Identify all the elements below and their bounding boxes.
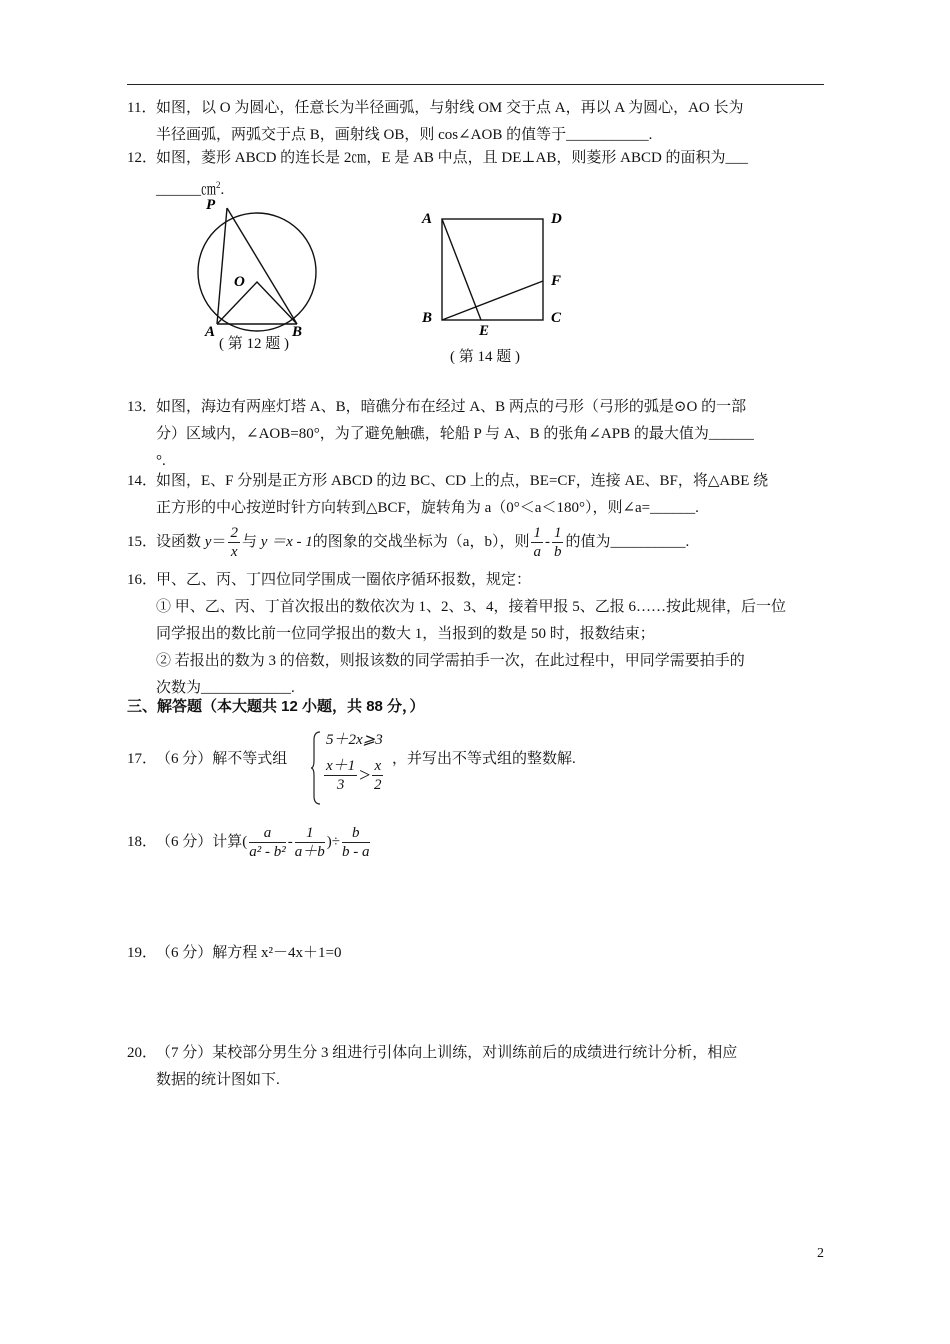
fraction-1-over-b xyxy=(552,524,564,561)
numerator: x xyxy=(374,758,382,774)
section-title: 三、解答题（本大题共 12 小题，共 88 分，） xyxy=(127,698,425,715)
fraction-2-over-x xyxy=(228,524,240,561)
fraction xyxy=(324,757,357,794)
question-13 xyxy=(127,394,824,475)
question-text: °. xyxy=(156,453,166,469)
question-18 xyxy=(127,818,824,866)
denominator: a＋b xyxy=(294,844,325,861)
figure-12 xyxy=(190,192,330,342)
question-text: 分）区域内，∠AOB=80°，为了避免触礁，轮船 P 与 A、B 的张角∠APB 的最大值为______ xyxy=(156,426,754,442)
segment-pb xyxy=(227,208,297,324)
question-number: 20． xyxy=(127,1045,158,1061)
question-number: 11． xyxy=(127,100,157,116)
question-11 xyxy=(127,95,824,149)
question-number: 12． xyxy=(127,150,158,166)
math-op: - xyxy=(287,834,293,850)
label-o: O xyxy=(234,274,245,290)
inequality-1: 5＋2x⩾3 xyxy=(326,732,383,748)
label-f: F xyxy=(551,273,562,289)
question-number: 15． xyxy=(127,534,158,550)
unit-superscript: 2 xyxy=(216,180,221,190)
label-d: D xyxy=(551,211,562,227)
fraction xyxy=(342,824,370,861)
answer-blank: ______㎝ xyxy=(156,182,217,198)
figure-14 xyxy=(415,203,575,343)
question-text: 的值为__________. xyxy=(565,534,690,550)
period: . xyxy=(220,182,225,198)
math-expression: y ＝x - 1 xyxy=(260,534,313,550)
question-number: 14． xyxy=(127,473,158,489)
figure-14-caption: ( 第 14 题 ) xyxy=(450,349,520,365)
question-19 xyxy=(127,940,824,967)
question-17 xyxy=(127,727,824,809)
numerator: b xyxy=(342,824,370,843)
question-text: 如图，海边有两座灯塔 A、B，暗礁分布在经过 A、B 两点的弓形（弓形的弧是⊙O 的一部 xyxy=(156,399,747,415)
figure-12-caption: ( 第 12 题 ) xyxy=(219,336,289,352)
circle-o xyxy=(198,213,316,331)
question-number: 16． xyxy=(127,572,158,588)
segment-ae xyxy=(442,219,481,320)
math-op: ＝ xyxy=(211,534,227,550)
question-text: 的图象的交战坐标为（a，b），则 xyxy=(312,534,530,550)
question-20 xyxy=(127,1040,824,1094)
square-abcd xyxy=(442,219,543,320)
question-text: 正方形的中心按逆时针方向转到△BCF，旋转角为 a（0°＜a＜180°），则∠a=______. xyxy=(156,500,699,516)
numerator: 2 xyxy=(230,525,238,542)
question-number: 19． xyxy=(127,945,158,961)
question-text: 次数为____________. xyxy=(156,680,295,696)
question-text: ，并写出不等式组的整数解. xyxy=(392,751,576,767)
question-text: （6 分）计算( xyxy=(156,834,248,850)
question-text: 如图，菱形 ABCD 的连长是 2㎝，E 是 AB 中点，且 DE⊥AB，则菱形 ABCD 的面积为___ xyxy=(156,150,749,166)
inequality-2 xyxy=(322,757,385,794)
denominator: 2 xyxy=(374,777,382,793)
question-text: （6 分）解方程 x²－4x＋1=0 xyxy=(156,945,342,961)
denominator: b xyxy=(553,544,562,561)
math-op: - xyxy=(544,534,550,550)
question-number: 17． xyxy=(127,751,158,767)
header-rule xyxy=(127,84,824,85)
denominator: a² - b² xyxy=(249,844,286,861)
question-text: 同学报出的数比前一位同学报出的数大 1，当报到的数是 50 时，报数结束； xyxy=(156,626,655,642)
question-text: 半径画弧，两弧交于点 B，画射线 OB，则 cos∠AOB 的值等于___________. xyxy=(156,127,653,143)
question-15 xyxy=(127,520,824,564)
denominator: b - a xyxy=(342,844,370,861)
fraction xyxy=(372,757,383,794)
label-b: B xyxy=(292,324,303,340)
math-var: y xyxy=(204,534,212,550)
label-a: A xyxy=(422,211,433,227)
numerator: 1 xyxy=(553,525,562,542)
label-p: P xyxy=(206,197,216,213)
label-a: A xyxy=(205,324,216,340)
math-op: ) xyxy=(326,834,332,850)
denominator: 3 xyxy=(336,777,345,793)
question-text: （7 分）某校部分男生分 3 组进行引体向上训练，对训练前后的成绩进行统计分析，相应 xyxy=(156,1045,738,1061)
question-text: 如图，E、F 分别是正方形 ABCD 的边 BC、CD 上的点，BE=CF，连接 AE、BF，将△ABE 绕 xyxy=(156,473,769,489)
question-text: ② 若报出的数为 3 的倍数，则报该数的同学需拍手一次，在此过程中，甲同学需要拍手的 xyxy=(156,653,745,669)
question-14 xyxy=(127,468,824,522)
segment-pa xyxy=(217,208,227,324)
fraction xyxy=(295,824,325,861)
numerator: 1 xyxy=(295,824,325,843)
page-number: 2 xyxy=(817,1246,824,1261)
question-text: 与 xyxy=(241,534,257,550)
question-number: 13． xyxy=(127,399,158,415)
question-text: 甲、乙、丙、丁四位同学围成一圈依序循环报数，规定： xyxy=(156,572,532,588)
fraction xyxy=(249,824,286,861)
numerator: 1 xyxy=(533,525,541,542)
question-text: 设函数 xyxy=(156,534,202,550)
label-e: E xyxy=(479,323,490,339)
denominator: x xyxy=(230,544,238,561)
math-op: > xyxy=(359,764,371,787)
segment-bf xyxy=(442,281,543,320)
question-text: 数据的统计图如下. xyxy=(156,1072,280,1088)
numerator: x＋1 xyxy=(326,758,356,774)
label-c: C xyxy=(551,310,562,326)
question-16 xyxy=(127,567,824,702)
numerator: a xyxy=(249,824,286,843)
question-text: 如图，以 O 为圆心，任意长为半径画弧，与射线 OM 交于点 A，再以 A 为圆心，AO 长为 xyxy=(156,100,744,116)
question-text: ① 甲、乙、丙、丁首次报出的数依次为 1、2、3、4，接着甲报 5、乙报 6……按此规律，后一位 xyxy=(156,599,787,615)
question-number: 18． xyxy=(127,834,158,850)
math-op: ÷ xyxy=(331,834,340,850)
fraction-1-over-a xyxy=(531,524,543,561)
label-b: B xyxy=(422,310,433,326)
question-text: （6 分）解不等式组 xyxy=(156,751,288,767)
left-brace-icon xyxy=(310,730,322,806)
denominator: a xyxy=(533,544,541,561)
